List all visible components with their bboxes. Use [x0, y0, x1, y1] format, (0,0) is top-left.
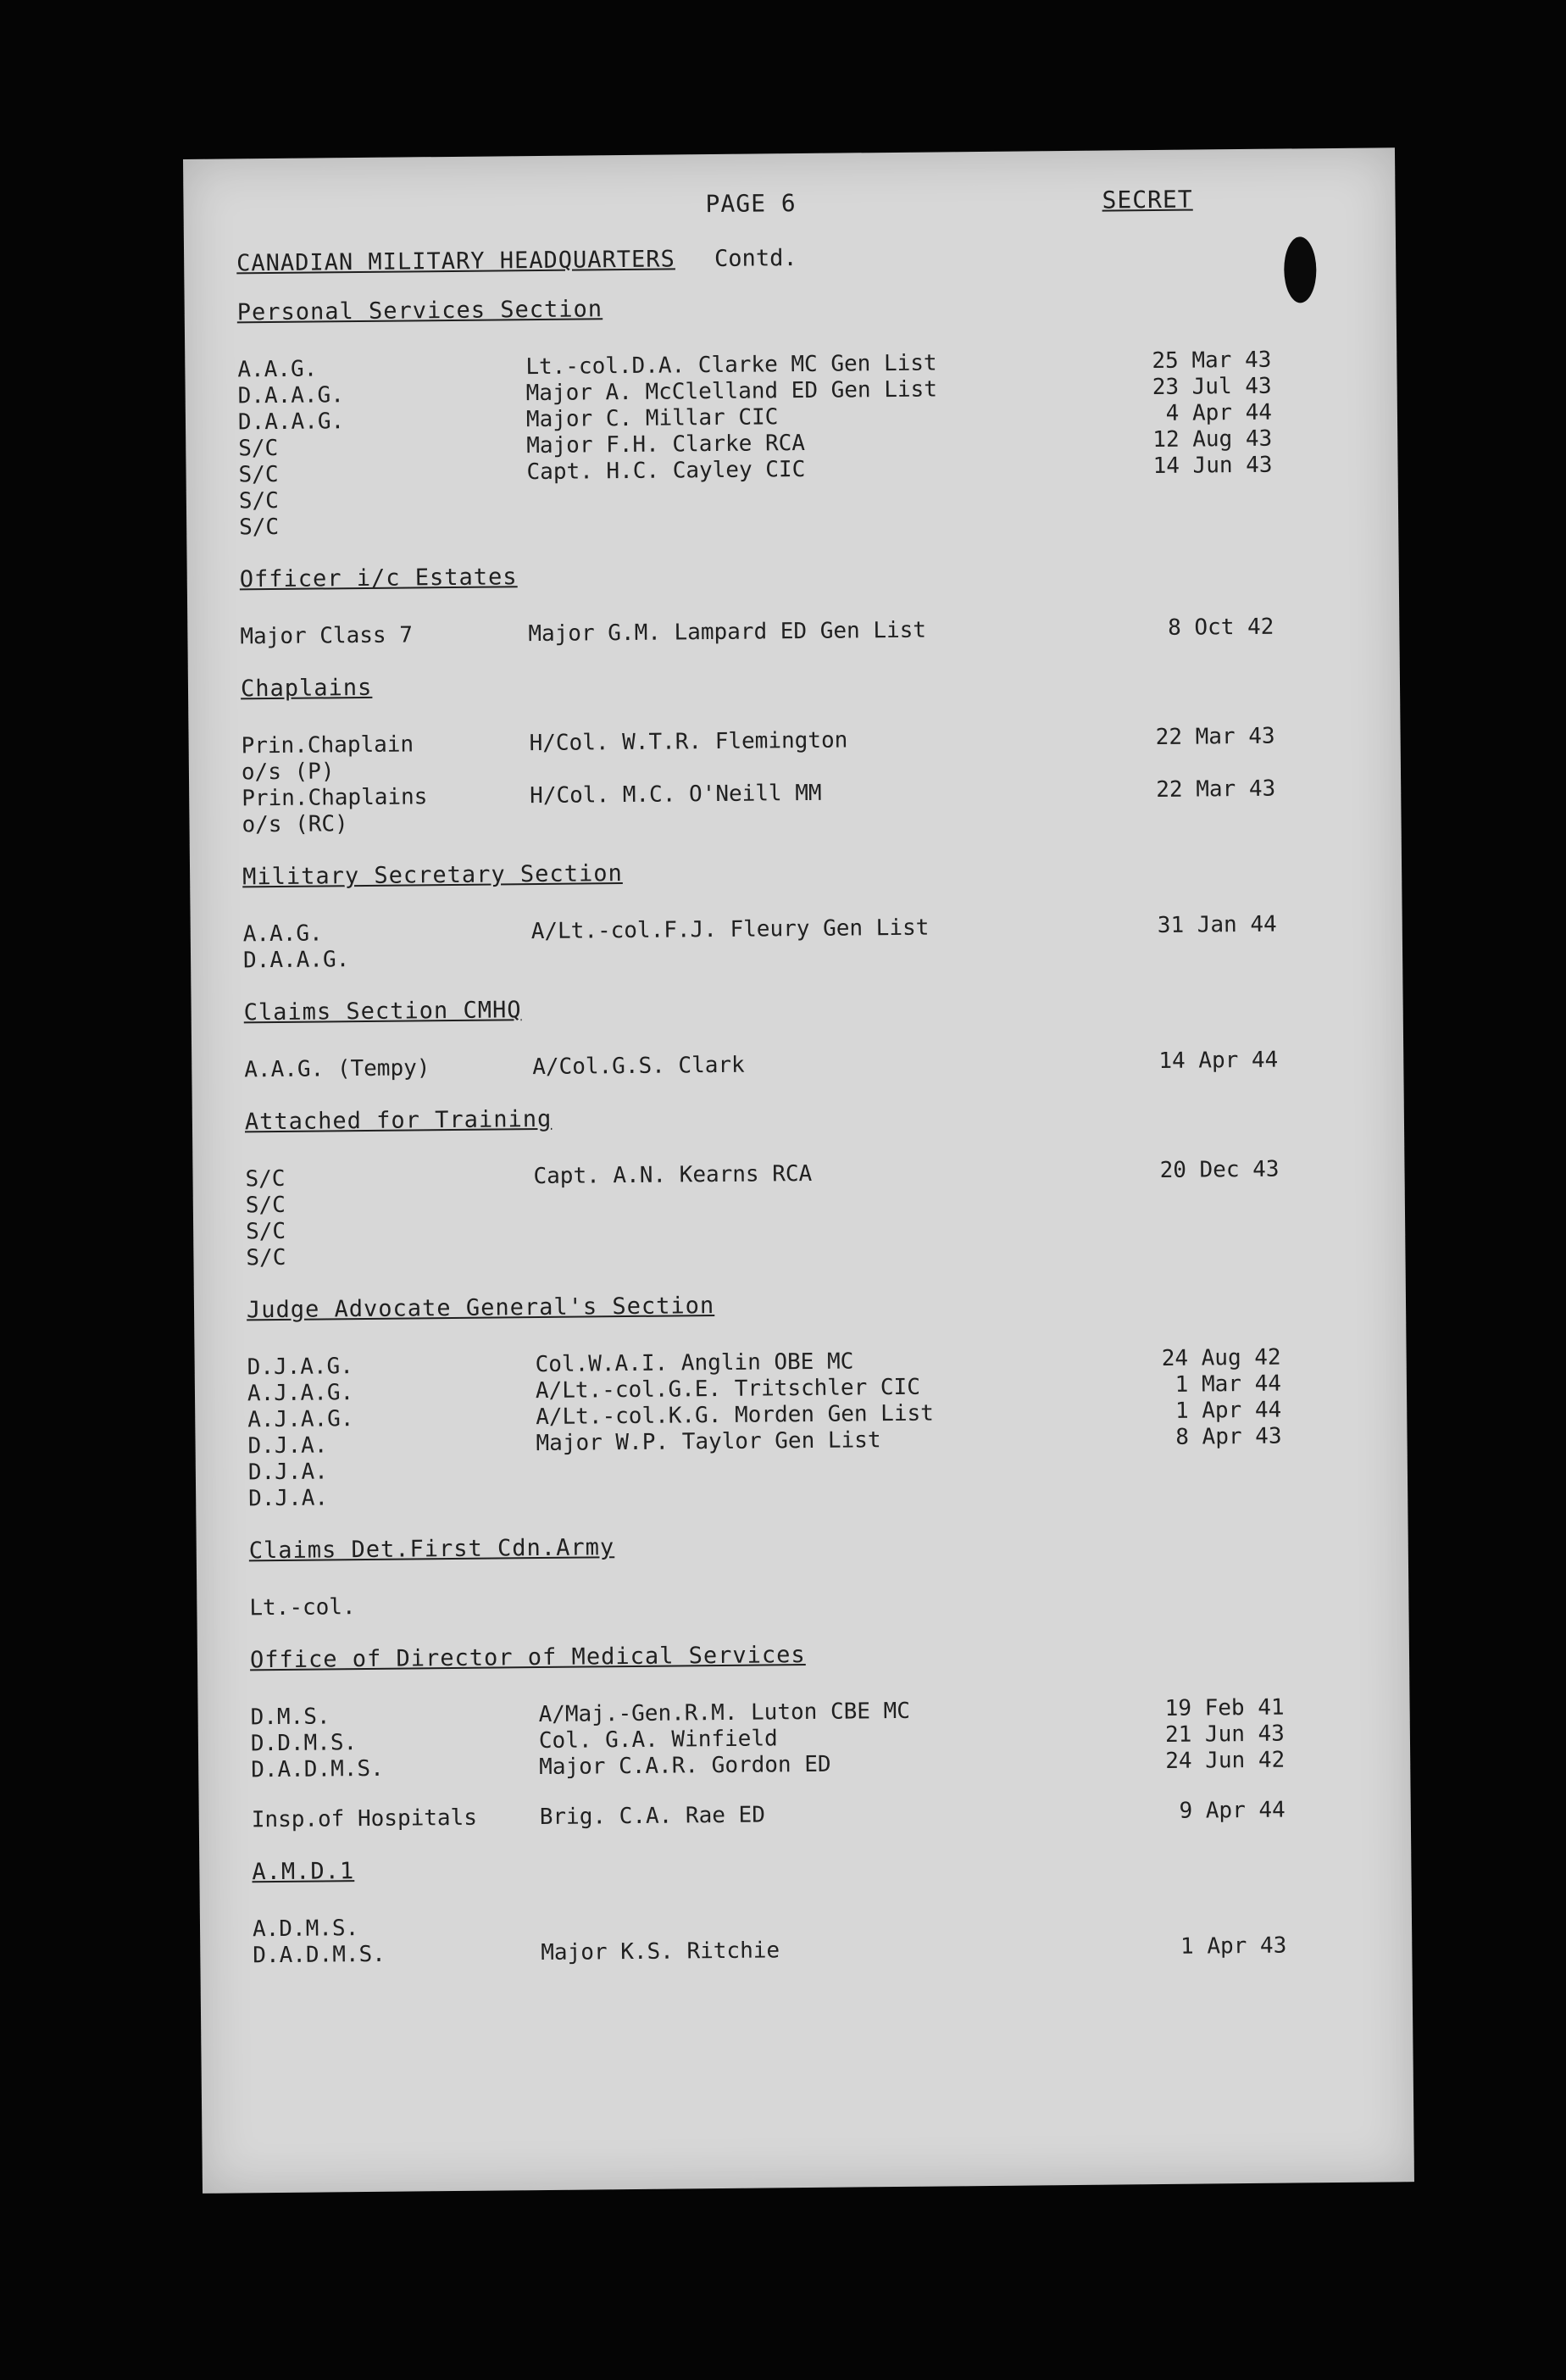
officer-name: Major A. McClelland ED Gen List: [525, 376, 938, 407]
appointment-date: 1 Mar 44: [1174, 1371, 1282, 1398]
appointment-title: D.A.A.G.: [237, 382, 345, 409]
appointment-title: S/C: [238, 487, 279, 514]
headquarters-title: CANADIAN MILITARY HEADQUARTERS: [236, 246, 675, 277]
section: [237, 289, 1341, 541]
section: [242, 854, 1345, 974]
appointment-title: Lt.-col.: [249, 1594, 356, 1621]
appointment-date: 8 Apr 43: [1175, 1423, 1282, 1450]
appointment-row: [249, 1585, 1351, 1621]
appointment-date: 4 Apr 44: [1165, 399, 1273, 426]
appointment-date: 24 Aug 42: [1161, 1344, 1281, 1371]
appointment-date: [1138, 1476, 1282, 1504]
appointment-title: D.A.A.G.: [242, 947, 350, 974]
appointment-date: 31 Jan 44: [1157, 911, 1277, 939]
section: [247, 1287, 1350, 1512]
appointment-date: 1 Apr 44: [1174, 1397, 1282, 1424]
appointment-title: S/C: [246, 1218, 286, 1245]
classification-marking: SECRET: [1102, 185, 1193, 214]
appointment-date: 25 Mar 43: [1152, 347, 1272, 375]
appointment-title: Prin.Chaplain o/s (P): [241, 731, 414, 786]
section: [250, 1637, 1353, 1833]
officer-name: Major K.S. Ritchie: [541, 1938, 780, 1966]
appointment-title: S/C: [245, 1192, 286, 1219]
appointment-title: D.J.A.: [247, 1459, 328, 1486]
appointment-date: 21 Jun 43: [1164, 1721, 1286, 1748]
appointment-title: D.J.A.: [248, 1485, 329, 1512]
officer-name: Brig. C.A. Rae ED: [539, 1802, 766, 1831]
appointment-title: [251, 1781, 539, 1807]
appointment-title: Major Class 7: [240, 622, 414, 650]
appointment-date: [1136, 1183, 1280, 1211]
appointment-title: A.J.A.G.: [247, 1380, 354, 1407]
appointment-title: S/C: [239, 514, 280, 541]
appointment-date: [1129, 505, 1273, 533]
appointment-date: 1 Apr 43: [1180, 1932, 1287, 1960]
appointment-date: [1136, 1236, 1280, 1264]
appointment-date: 20 Dec 43: [1159, 1156, 1280, 1183]
appointment-date: [1136, 1209, 1280, 1237]
appointment-date: 24 Jun 42: [1165, 1747, 1286, 1774]
appointment-title: D.D.M.S.: [250, 1730, 358, 1757]
page-number: PAGE 6: [705, 189, 797, 219]
appointment-date: 19 Feb 41: [1164, 1694, 1285, 1721]
appointment-title: S/C: [238, 461, 279, 488]
section-title: Attached for Training: [244, 1105, 553, 1136]
officer-name: Major C. Millar CIC: [525, 404, 779, 433]
officer-name: [527, 506, 1129, 538]
officer-name: H/Col. M.C. O'Neill MM: [530, 780, 822, 809]
officer-name: A/Maj.-Gen.R.M. Luton CBE MC: [538, 1698, 911, 1728]
appointment-row: [244, 1047, 1346, 1083]
appointment-title: S/C: [238, 435, 279, 462]
section-title: Chaplains: [240, 674, 373, 703]
appointment-row: [240, 614, 1341, 650]
appointment-date: [1142, 1907, 1286, 1935]
officer-name: [531, 939, 1133, 971]
section-title: A.M.D.1: [252, 1858, 355, 1886]
appointment-title: A.A.G.: [237, 356, 318, 383]
section: [240, 556, 1342, 650]
appointment-title: D.J.A.G.: [247, 1354, 354, 1381]
appointment-date: [1129, 479, 1273, 507]
appointment-title: D.J.A.: [247, 1432, 328, 1460]
appointment-row: [242, 776, 1344, 838]
section-title: Officer i/c Estates: [239, 564, 518, 593]
document-page: [183, 147, 1414, 2194]
appointment-title: D.A.D.M.S.: [253, 1941, 386, 1969]
section-title: Military Secretary Section: [242, 860, 623, 891]
document-body: [236, 240, 1355, 1994]
officer-name: [537, 1587, 1139, 1619]
officer-name: Major G.M. Lampard ED Gen List: [528, 617, 927, 648]
appointment-date: 22 Mar 43: [1156, 776, 1276, 804]
appointment-date: [1141, 1774, 1285, 1799]
appointment-date: [1138, 1450, 1282, 1478]
officer-name: [534, 1237, 1136, 1269]
appointment-title: A.J.A.G.: [247, 1406, 354, 1433]
section-title: Claims Det.First Cdn.Army: [248, 1534, 615, 1565]
continued-label: Contd.: [714, 245, 797, 272]
appointment-title: S/C: [246, 1244, 286, 1271]
appointment-date: 14 Jun 43: [1152, 452, 1273, 480]
appointment-title: Prin.Chaplains o/s (RC): [242, 784, 428, 838]
appointment-date: [1139, 1586, 1283, 1614]
section-title: Personal Services Section: [236, 296, 603, 326]
appointment-title: A.A.G. (Tempy): [244, 1055, 430, 1083]
officer-name: A/Lt.-col.G.E. Tritschler CIC: [535, 1374, 921, 1404]
appointment-title: D.A.D.M.S.: [251, 1755, 384, 1783]
appointment-date: 8 Oct 42: [1167, 614, 1274, 641]
officer-name: Major F.H. Clarke RCA: [526, 430, 806, 459]
officer-name: Capt. A.N. Kearns RCA: [533, 1160, 813, 1190]
appointment-date: [1133, 938, 1277, 966]
appointment-date: 14 Apr 44: [1158, 1047, 1279, 1074]
appointment-title: S/C: [245, 1165, 286, 1193]
officer-name: Major W.P. Taylor Gen List: [536, 1427, 881, 1457]
section: [252, 1849, 1354, 1969]
appointment-title: Insp.of Hospitals: [251, 1804, 478, 1833]
officer-name: A/Col.G.S. Clark: [532, 1052, 745, 1081]
section: [245, 1098, 1348, 1271]
appointment-date: 12 Aug 43: [1152, 425, 1273, 453]
appointment-date: 23 Jul 43: [1152, 373, 1272, 401]
section-title: Judge Advocate General's Section: [246, 1293, 715, 1324]
appointment-title: D.M.S.: [250, 1704, 330, 1731]
officer-name: Major C.A.R. Gordon ED: [539, 1751, 831, 1781]
officer-name: Col.W.A.I. Anglin OBE MC: [535, 1348, 854, 1378]
appointment-title: D.A.A.G.: [237, 409, 345, 436]
officer-name: Col. G.A. Winfield: [538, 1726, 778, 1754]
officer-name: A/Lt.-col.K.G. Morden Gen List: [536, 1400, 934, 1431]
section: [249, 1527, 1352, 1621]
appointment-date: 9 Apr 44: [1179, 1797, 1286, 1824]
appointment-title: A.D.M.S.: [252, 1916, 359, 1943]
officer-name: A/Lt.-col.F.J. Fleury Gen List: [530, 915, 930, 945]
section-title: Claims Section CMHQ: [243, 997, 522, 1026]
appointment-title: A.A.G.: [242, 920, 323, 948]
section: [244, 989, 1347, 1083]
appointment-date: 22 Mar 43: [1155, 723, 1275, 751]
officer-name: Capt. H.C. Cayley CIC: [526, 456, 806, 486]
section: [241, 665, 1344, 838]
officer-name: [536, 1477, 1138, 1510]
officer-name: Lt.-col.D.A. Clarke MC Gen List: [525, 350, 937, 381]
section-title: Office of Director of Medical Services: [249, 1642, 806, 1674]
officer-name: H/Col. W.T.R. Flemington: [529, 727, 848, 757]
section-list: [237, 289, 1355, 1969]
